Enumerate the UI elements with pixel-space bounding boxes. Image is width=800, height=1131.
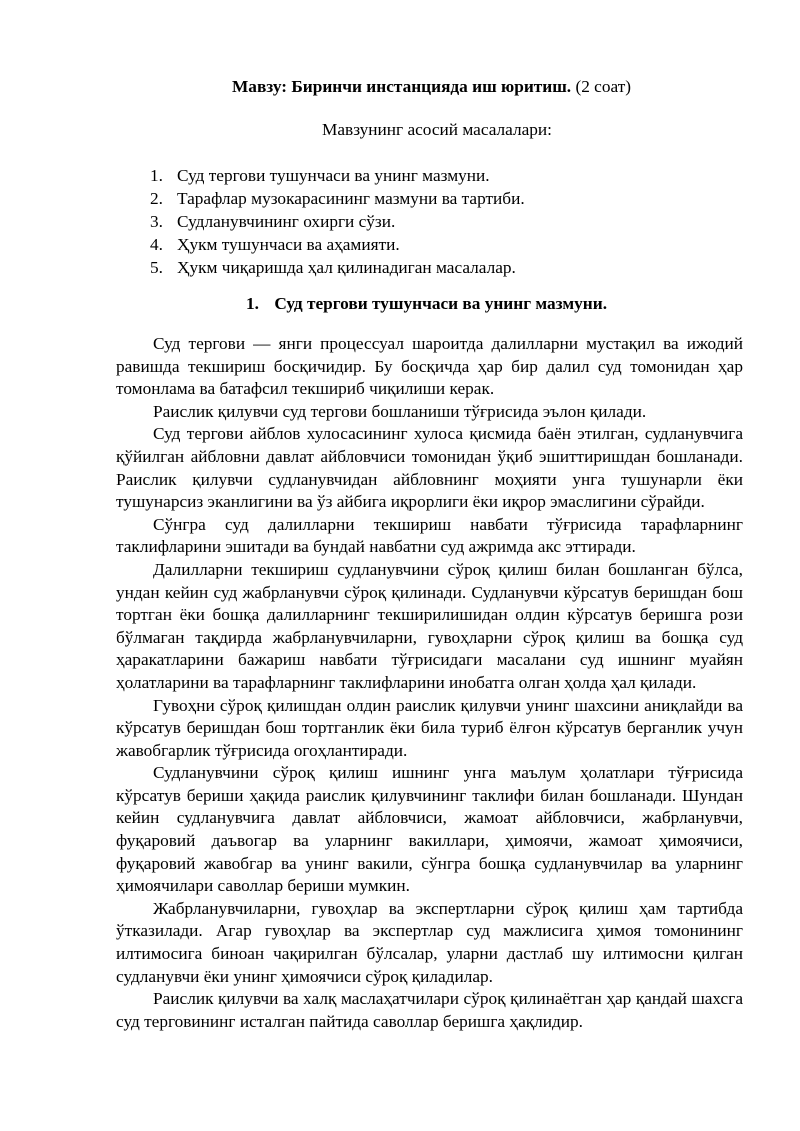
- title-topic: Мавзу: Биринчи инстанцияда иш юритиш.: [232, 77, 572, 96]
- questions-list: [150, 164, 750, 279]
- paragraph: Суд тергови — янги процессуал шароитда далилларни мустақил ва ижодий равишда текшириш босқичидир. Бу босқичда ҳар бир далил суд томонидан ҳар томонлама ва батафсил текшириб чиқилиши керак.: [116, 334, 743, 399]
- list-item: [150, 256, 750, 279]
- list-item: [150, 233, 750, 256]
- paragraph: Гувоҳни сўроқ қилишдан олдин раислик қилувчи унинг шахсини аниқлайди ва кўрсатув беришдан бош тортганлик ёки била туриб ёлғон кўрсатув берганлик учун жавобгарлик тўғрисида огоҳлантиради.: [116, 695, 743, 760]
- list-item-text: Судланувчининг охирги сўзи.: [177, 212, 396, 231]
- list-item-number: 2.: [150, 189, 163, 208]
- paragraph: Раислик қилувчи суд тергови бошланиши тўғрисида эълон қилади.: [153, 401, 647, 421]
- list-item-number: 4.: [150, 235, 163, 254]
- list-item-number: 3.: [150, 212, 163, 231]
- section-heading: [246, 293, 607, 315]
- body-text: [116, 333, 743, 1033]
- paragraph: Раислик қилувчи ва халқ маслаҳатчилари сўроқ қилинаётган ҳар қандай шахсга суд терговининг исталган пайтида саволлар беришга ҳақлидир.: [116, 989, 743, 1031]
- list-item-text: Суд тергови тушунчаси ва унинг мазмуни.: [177, 166, 490, 185]
- list-item-number: 1.: [150, 166, 163, 185]
- list-item: [150, 187, 750, 210]
- paragraph: Судланувчини сўроқ қилиш ишнинг унга маълум ҳолатлари тўғрисида кўрсатув бериши ҳақида раислик қилувчининг таклифи билан бошланади. Шундан кейин судланувчига давлат айбловчиси, жамоат айбловчиси, жабрланувчи, фуқаровий даъвогар ва уларнинг вакиллари, ҳимоячи, жамоат ҳимоячиси, фуқаровий жавобгар ва унинг вакили, сўнгра бошқа судланувчилар ва уларнинг ҳимоячилари саволлар бериши мумкин.: [116, 763, 743, 896]
- title-hours: (2 соат): [575, 77, 632, 96]
- paragraph: Жабрланувчиларни, гувоҳлар ва экспертларни сўроқ қилиш ҳам тартибда ўтказилади. Агар гувоҳлар ва экспертлар суд мажлисига ҳимоя томонининг илтимосига биноан чақирилган бўлсалар, уларни дастлаб шу илтимосни қилган судланувчи ёки унинг ҳимоячиси сўроқ қиладилар.: [116, 898, 743, 986]
- list-item-text: Тарафлар музокарасининг мазмуни ва тартиби.: [177, 189, 525, 208]
- list-item-text: Ҳукм чиқаришда ҳал қилинадиган масалалар.: [177, 258, 516, 277]
- list-item-number: 5.: [150, 258, 163, 277]
- list-item: [150, 210, 750, 233]
- list-item-text: Ҳукм тушунчаси ва аҳамияти.: [177, 235, 400, 254]
- section-title: Суд тергови тушунчаси ва унинг мазмуни.: [274, 294, 608, 313]
- paragraph: Суд тергови айблов хулосасининг хулоса қисмида баён этилган, судланувчига қўйилган айбловни давлат айбловчиси томонидан ўқиб эшиттиришдан бошланади. Раислик қилувчи судланувчидан айбловнинг моҳияти унга тушунарли ёки тушунарсиз эканлигини ва ўз айбига иқрорлиги ёки иқрор эмаслигини сўрайди.: [116, 424, 743, 512]
- section-number: 1.: [246, 294, 259, 313]
- paragraph: Сўнгра суд далилларни текшириш навбати тўғрисида тарафларнинг таклифларини эшитади ва бундай навбатни суд ажримда акс эттиради.: [116, 514, 743, 557]
- paragraph: Далилларни текшириш судланувчини сўроқ қилиш билан бошланган бўлса, ундан кейин суд жабрланувчи сўроқ қилинади. Судланувчи кўрсатув беришдан бош тортган ёки бошқа далилларнинг текширилишидан олдин кўрсатув беришга рози бўлмаган тақдирда жабрланувчиларни, гувоҳларни сўроқ қилиш ва бошқа суд ҳаракатларини бажариш навбати тўғрисидаги масалани суд ишнинг муайян ҳолатларини ва тарафларнинг таклифларини инобатга олган ҳолда ҳал қилади.: [116, 559, 743, 692]
- main-questions-heading: Мавзунинг асосий масалалари:: [322, 120, 552, 139]
- list-item: [150, 164, 750, 187]
- document-title: [232, 76, 752, 98]
